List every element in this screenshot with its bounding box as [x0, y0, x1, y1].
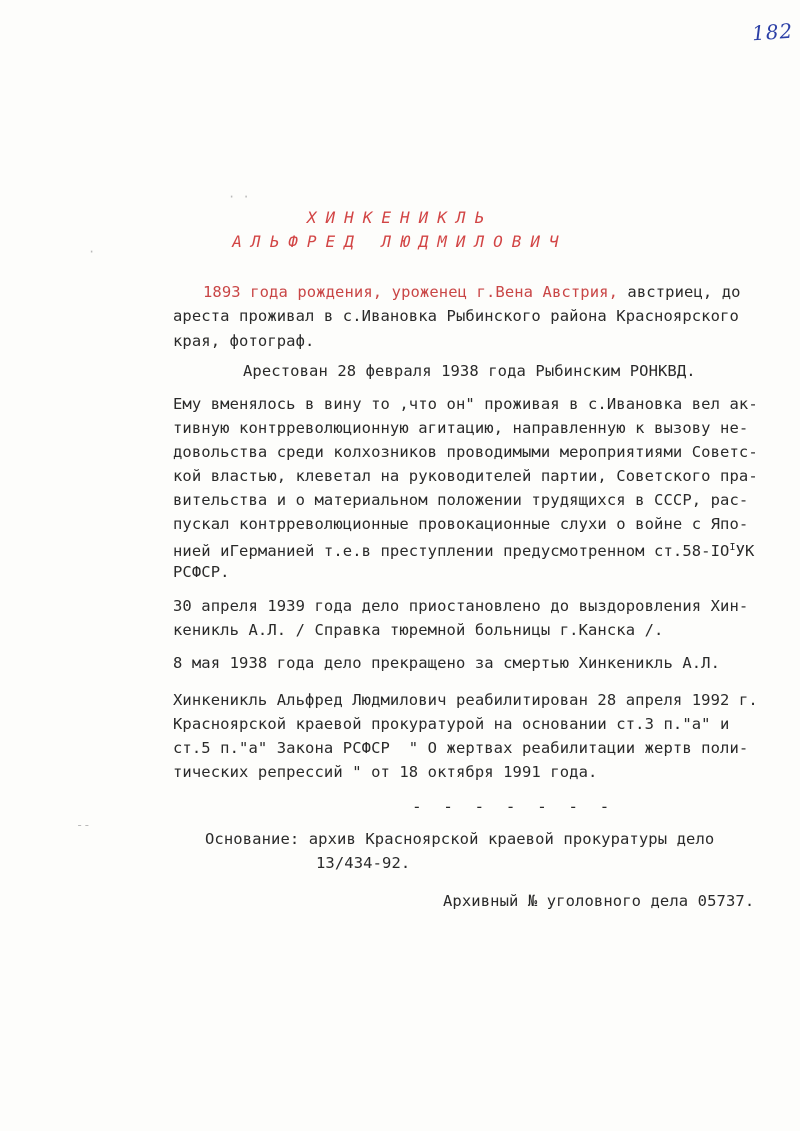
- arrest-statement: Арестован 28 февраля 1938 года Рыбинским РОНКВД.: [243, 362, 696, 380]
- rehabilitation-line: Хинкеникль Альфред Людмилович реабилитирован 28 апреля 1992 г.: [173, 691, 758, 709]
- termination-statement: 8 мая 1938 года дело прекращено за смертью Хинкеникль А.Л.: [173, 654, 721, 672]
- charge-superscript: I: [729, 542, 736, 553]
- rehabilitation-line: тических репрессий " от 18 октября 1991 года.: [173, 763, 598, 781]
- suspension-line: 30 апреля 1939 года дело приостановлено до выздоровления Хин-: [173, 597, 749, 615]
- charge-line: довольства среди колхозников проводимыми мероприятиями Советс-: [173, 443, 758, 461]
- separator-dashes: - - - - - - -: [412, 797, 616, 816]
- charge-line: РСФСР.: [173, 563, 230, 581]
- charge-line: пускал контрреволюционные провокационные слухи о войне с Япо-: [173, 515, 749, 533]
- bio-nationality-text: австриец, до: [618, 283, 741, 301]
- charge-line-text: нией иГерманией т.е.в преступлении предусмотренном ст.58-IO: [173, 542, 730, 561]
- charge-line: [173, 538, 754, 561]
- page-number: 182: [751, 18, 794, 46]
- charge-code-suffix: УК: [735, 542, 755, 561]
- charge-line: вительства и о материальном положении трудящихся в СССР, рас-: [173, 491, 749, 509]
- basis-line: Основание: архив Красноярской краевой прокуратуры дело: [205, 830, 715, 848]
- person-surname-heading: ХИНКЕНИКЛЬ: [306, 208, 494, 227]
- bio-birth-text: 1893 года рождения, уроженец г.Вена Австрия,: [203, 283, 618, 301]
- rehabilitation-line: Красноярской краевой прокуратурой на основании ст.3 п."а" и: [173, 715, 730, 733]
- charge-line: тивную контрреволюционную агитацию, направленную к вызову не-: [173, 419, 749, 437]
- paper-speck: · ·: [228, 190, 250, 204]
- charge-line: Ему вменялось в вину то ,что он" проживая в с.Ивановка вел ак-: [173, 395, 758, 413]
- bio-line: [203, 282, 741, 302]
- paper-speck: ‐‐: [76, 818, 91, 832]
- charge-line: кой властью, клеветал на руководителей партии, Советского пра-: [173, 467, 758, 485]
- bio-line: края, фотограф.: [173, 332, 315, 350]
- rehabilitation-line: ст.5 п."а" Закона РСФСР " О жертвах реабилитации жертв поли-: [173, 739, 749, 757]
- basis-case-number: 13/434-92.: [316, 854, 411, 872]
- suspension-line: кеникль А.Л. / Справка тюремной больницы г.Канска /.: [173, 621, 664, 639]
- archive-number: Архивный № уголовного дела 05737.: [443, 892, 755, 910]
- bio-line: ареста проживал в с.Ивановка Рыбинского района Красноярского: [173, 307, 739, 325]
- paper-speck: ·: [88, 245, 96, 259]
- person-name-heading: АЛЬФРЕД ЛЮДМИЛОВИЧ: [232, 232, 568, 251]
